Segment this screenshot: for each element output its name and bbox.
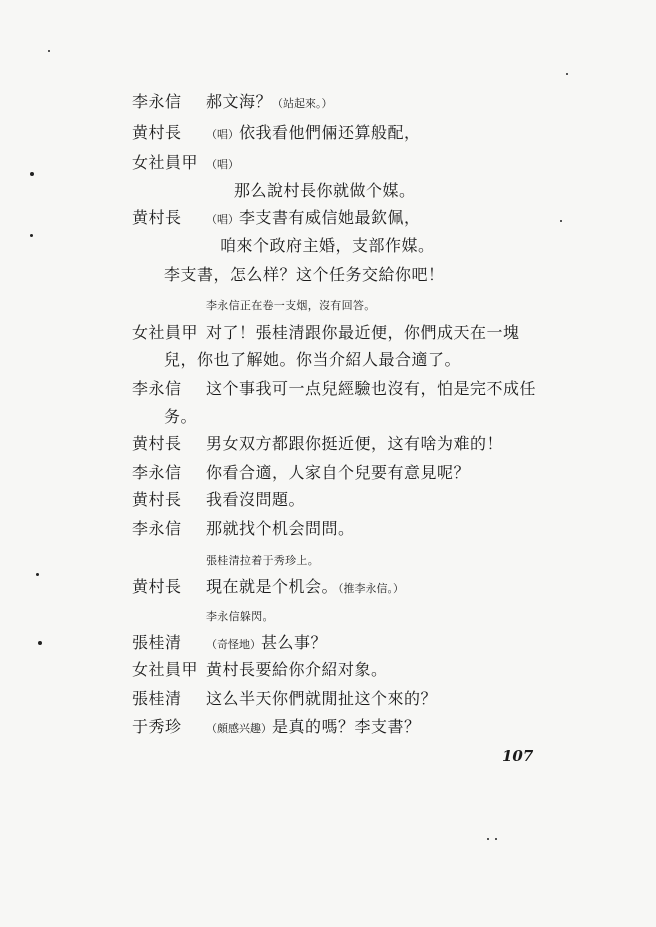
scan-speck: [487, 838, 489, 840]
page-number: 107: [502, 747, 534, 765]
speaker-name: 李永信: [132, 379, 182, 398]
dialogue-text: 对了！張桂清跟你最近便，你們成天在一塊: [206, 323, 520, 342]
dialogue-text: 那么說村長你就做个媒。: [234, 181, 416, 200]
dialogue-text: 务。: [164, 407, 198, 426]
speaker-name: 黄村長: [132, 434, 182, 453]
scan-speck: [560, 220, 562, 222]
script-line: [132, 434, 503, 454]
script-line: [132, 92, 333, 114]
dialogue-text: 你看合適，人家自个兒要有意見呢？: [206, 463, 471, 482]
speaker-name: 黄村長: [132, 490, 182, 509]
dialogue-text: 郝文海？: [206, 92, 273, 111]
stage-direction-text: 李永信正在卷一支烟，沒有回答。: [206, 299, 376, 312]
dialogue-text: 咱來个政府主婚，支部作媒。: [220, 236, 435, 255]
script-line: [132, 519, 355, 539]
speaker-name: 李永信: [132, 463, 182, 482]
script-line: [132, 577, 404, 599]
stage-direction-text: 李永信躲閃。: [206, 610, 274, 623]
dialogue-text: 那就找个机会問問。: [206, 519, 355, 538]
speaker-name: 于秀珍: [132, 717, 182, 736]
stage-direction-inline: （推李永信。）: [338, 582, 405, 595]
dialogue-text: 李支書，怎么样？这个任务交給你吧！: [164, 265, 445, 284]
dialogue-text: 李支書有威信她最欽佩，: [239, 208, 421, 227]
script-line: [164, 350, 461, 370]
dialogue-text: 这个事我可一点兒經驗也沒有，怕是完不成任: [206, 379, 537, 398]
dialogue-text: 依我看他們倆还算般配，: [239, 123, 421, 142]
speaker-name: 黄村長: [132, 577, 182, 596]
script-line: [132, 323, 520, 343]
scan-speck: [38, 641, 42, 645]
speaker-name: 女社員甲: [132, 660, 199, 679]
stage-direction-inline: （頗感兴趣）: [206, 722, 272, 735]
stage-direction: [206, 296, 376, 316]
scan-speck: [30, 234, 33, 237]
script-line: [132, 153, 239, 175]
stage-direction-text: 張桂清拉着于秀珍上。: [206, 554, 319, 567]
script-line: [132, 717, 421, 739]
stage-direction-inline: （奇怪地）: [206, 638, 261, 651]
script-line: [132, 463, 470, 483]
dialogue-text: 我看沒問題。: [206, 490, 306, 509]
dialogue-text: 黄村長要給你介紹对象。: [206, 660, 388, 679]
speaker-name: 黄村長: [132, 123, 182, 142]
script-line: [234, 181, 416, 201]
script-line: [132, 633, 327, 655]
dialogue-text: 兒，你也了解她。你当介紹人最合適了。: [164, 350, 462, 369]
script-line: [132, 689, 437, 709]
stage-direction-inline: （站起來。）: [272, 97, 333, 110]
speaker-name: 張桂清: [132, 689, 182, 708]
speaker-name: 女社員甲: [132, 153, 199, 172]
dialogue-text: 甚么事？: [261, 633, 328, 652]
scan-speck: [48, 50, 50, 52]
scan-speck: [30, 172, 34, 176]
script-line: [164, 407, 197, 427]
scan-speck: [495, 838, 497, 840]
speaker-name: 李永信: [132, 92, 182, 111]
script-line: [164, 265, 445, 285]
script-line: [132, 490, 305, 510]
script-line: [132, 208, 421, 230]
speaker-name: 張桂清: [132, 633, 182, 652]
speaker-name: 黄村長: [132, 208, 182, 227]
scan-speck: [566, 73, 568, 75]
stage-direction: [206, 607, 274, 627]
stage-direction-inline: （唱）: [206, 213, 239, 226]
dialogue-text: 現在就是个机会。: [206, 577, 339, 596]
script-line: [132, 379, 536, 399]
script-line: [220, 236, 435, 256]
stage-direction-inline: （唱）: [206, 128, 239, 141]
dialogue-text: 这么半天你們就閒扯这个來的？: [206, 689, 438, 708]
script-line: [132, 660, 388, 680]
speaker-name: 李永信: [132, 519, 182, 538]
speaker-name: 女社員甲: [132, 323, 199, 342]
dialogue-text: 是真的嗎？李支書？: [272, 717, 421, 736]
scan-speck: [36, 573, 39, 576]
script-line: [132, 123, 421, 145]
stage-direction-inline: （唱）: [206, 158, 239, 171]
dialogue-text: 男女双方都跟你挺近便，这有啥为难的！: [206, 434, 504, 453]
stage-direction: [206, 551, 319, 571]
